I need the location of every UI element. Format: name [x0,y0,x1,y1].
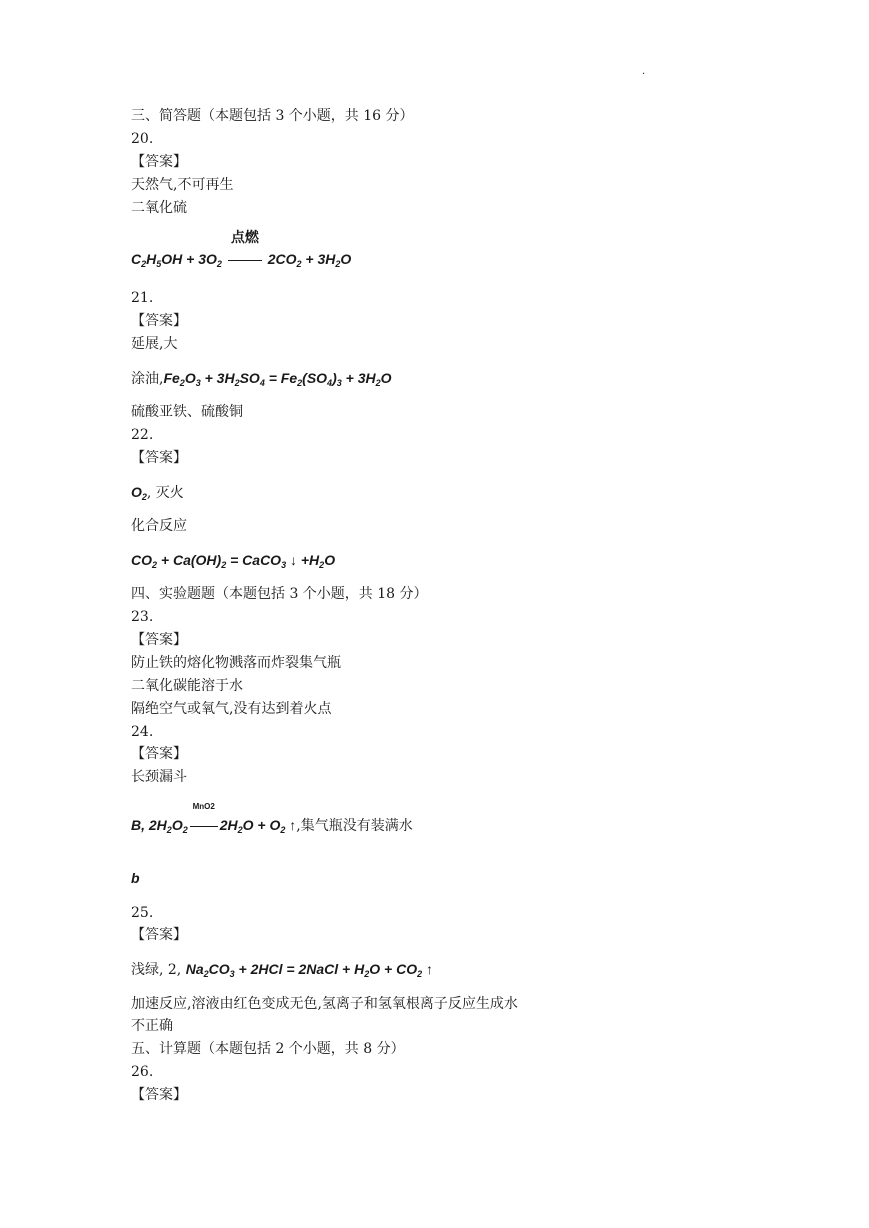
q21-answer-line-2: 涂油$,Fe_2O_3 + 3H_2SO_4 = Fe_2(SO_4)_3 + 3H_2O$ [131,370,392,388]
q22-answer-line-2: 化合反应 [131,518,187,534]
q24-suffix: ,集气瓶没有装满水 [296,818,413,834]
q23-answer-line-1: 防止铁的熔化物溅落而炸裂集气瓶 [131,655,341,671]
q20-answer-line-2: 二氧化硫 [131,200,187,216]
q22-answer-line-1: $O_2$, 灭火 [131,484,184,502]
q25-answer-line-1: 浅绿, 2, $Na_2CO_3 + 2HCl$ = 2NaCl + $H_2O + CO_2$ ↑ [131,961,433,979]
q24-number: 24. [131,724,154,740]
q24-answer-line-2: B, $2H_2O_2$ MnO2 $2H_2O + O_2$ ↑,集气瓶没有装满水 [131,815,413,840]
q20-number: 20. [131,131,154,147]
q20-condition: 点燃 [230,229,259,245]
q21-answer-line-3: 硫酸亚铁、硫酸铜 [131,404,243,420]
q23-answer-line-3: 隔绝空气或氧气,没有达到着火点 [131,701,332,717]
q26-answer-tag: 【答案】 [131,1087,187,1103]
q22-suffix: , 灭火 [146,485,184,501]
q24-answer-line-1: 长颈漏斗 [131,769,187,785]
q20-answer-line-1: 天然气,不可再生 [131,177,234,193]
q24-answer-line-3: b [131,870,140,886]
q25-answer-line-3: 不正确 [131,1018,173,1034]
q21-answer-tag: 【答案】 [131,313,187,329]
q22-number: 22. [131,427,154,443]
q23-number: 23. [131,609,154,625]
q22-equation: $CO_2 + Ca(OH)_2$ = CaCO$_3$ ↓ $+H_2O$ [131,552,336,570]
q25-answer-tag: 【答案】 [131,927,187,943]
q20-equation: $C_2H_5OH + 3O_2$ 点燃 $2CO_2 + 3H_2O$ [131,229,352,269]
section-5-heading: 五、计算题（本题包括 2 个小题，共 8 分） [131,1041,405,1057]
q25-number: 25. [131,905,154,921]
q26-number: 26. [131,1064,154,1080]
q24-answer-tag: 【答案】 [131,746,187,762]
q24-condition: MnO2 [192,802,215,811]
section-3-heading: 三、简答题（本题包括 3 个小题，共 16 分） [131,108,414,124]
q25-prefix: 浅绿, 2, [131,962,186,978]
q21-number: 21. [131,290,154,306]
q20-answer-tag: 【答案】 [131,154,187,170]
corner-dot: . [642,66,646,77]
q23-answer-line-2: 二氧化碳能溶于水 [131,678,243,694]
q23-answer-tag: 【答案】 [131,632,187,648]
q25-answer-line-2: 加速反应,溶液由红色变成无色,氢离子和氢氧根离子反应生成水 [131,996,518,1012]
q22-answer-tag: 【答案】 [131,450,187,466]
q21-answer-line-1: 延展,大 [131,336,178,352]
section-4-heading: 四、实验题题（本题包括 3 个小题，共 18 分） [131,586,428,602]
q21-prefix: 涂油, [131,371,164,387]
